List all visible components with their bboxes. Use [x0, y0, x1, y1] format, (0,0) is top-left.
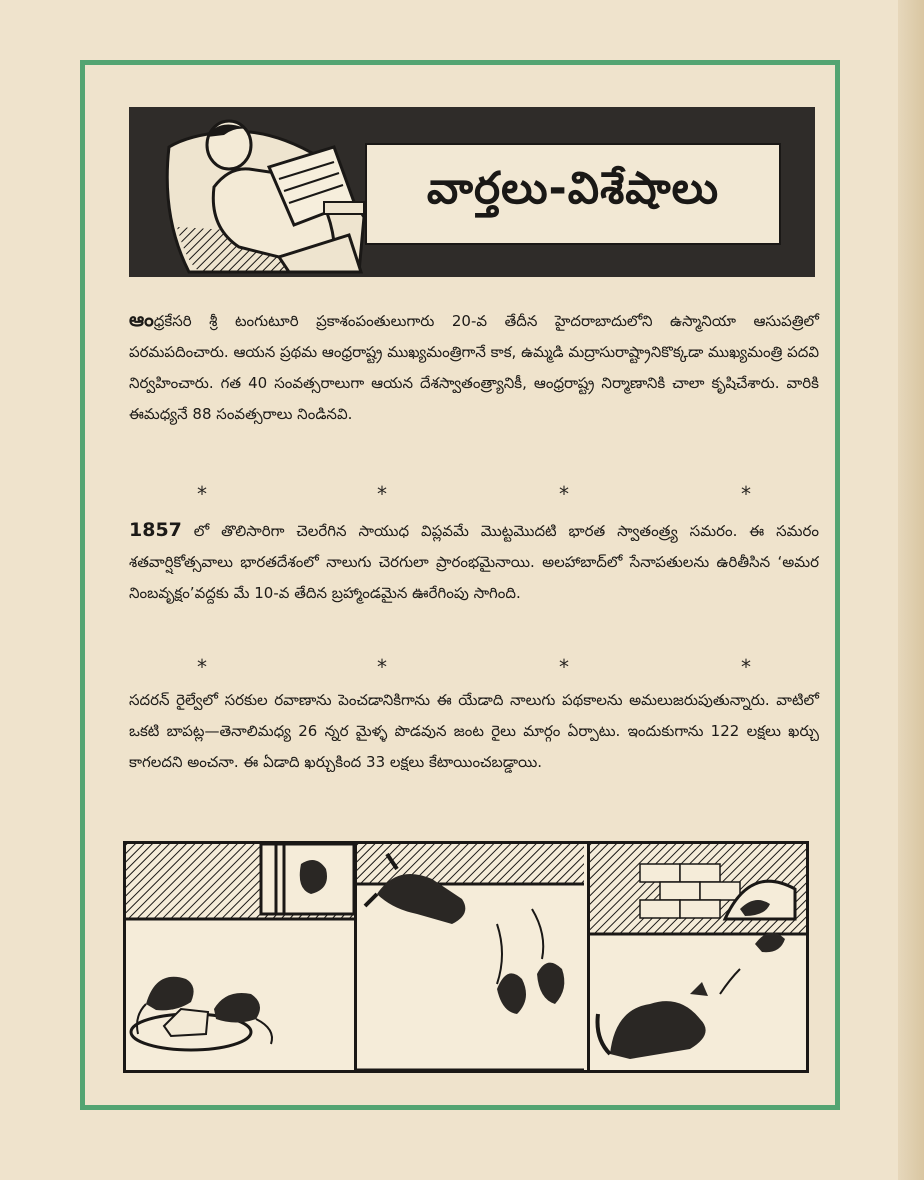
header-banner	[129, 107, 815, 277]
separator-star: *	[377, 482, 387, 506]
comic-panel-2	[354, 844, 587, 1070]
article-lead: 1857	[129, 519, 182, 541]
article-2	[129, 515, 819, 609]
separator-1	[129, 482, 819, 506]
comic-strip	[123, 841, 809, 1073]
article-text: సదరన్ రైల్వేలో సరకుల రవాణాను పెంచడానికిగాను ఈ యేడాది నాలుగు పథకాలను అమలుజరుపుతున్నారు. వాటిలో ఒకటి బాపట్ల—తెనాలిమధ్య 26 న్నర మైళ్ళ పొడవున జంట రైలు మార్గం ఏర్పాటు. ఇందుకుగాను 122 లక్షలు ఖర్చు కాగలదని అంచనా. ఈ ఏడాది ఖర్చుకింద 33 లక్షలు కేటాయించబడ్డాయి.	[129, 691, 819, 771]
separator-star: *	[741, 655, 751, 679]
separator-2	[129, 655, 819, 679]
mouse-hole-icon	[590, 844, 806, 1070]
mouse-icon	[126, 844, 354, 1070]
separator-star: *	[197, 655, 207, 679]
separator-star: *	[559, 655, 569, 679]
article-text: ధ్రకేసరి శ్రీ టంగుటూరి ప్రకాశంపంతులుగారు 20-వ తేదీన హైదరాబాదులోని ఉస్మానియా ఆసుపత్రిలో పరమపదించారు. ఆయన ప్రథమ ఆంధ్రరాష్ట్ర ముఖ్యమంత్రిగానే కాక, ఉమ్మడి మద్రాసురాష్ట్రానికొక్కడా ముఖ్యమంత్రి పదవి నిర్వహించారు. గత 40 సంవత్సరాలుగా ఆయన దేశస్వాతంత్ర్యానికీ, ఆంధ్రరాష్ట్ర నిర్మాణానికి చాలా కృషిచేశారు. వారికి ఈమధ్యనే 88 సంవత్సరాలు నిండినవి.	[129, 312, 820, 423]
article-1	[129, 305, 819, 430]
cat-icon	[357, 844, 584, 1070]
page-edge	[898, 0, 924, 1180]
page-title: వార్తలు-విశేషాలు	[426, 163, 720, 214]
separator-star: *	[559, 482, 569, 506]
page-frame	[80, 60, 840, 1110]
article-3	[129, 685, 819, 778]
comic-panel-3	[587, 844, 809, 1070]
separator-star: *	[741, 482, 751, 506]
separator-star: *	[377, 655, 387, 679]
title-box	[365, 143, 781, 245]
article-lead: ఆం	[129, 309, 154, 331]
separator-star: *	[197, 482, 207, 506]
article-text: లో తొలిసారిగా చెలరేగిన సాయుధ విప్లవమే మొట్టమొదటి భారత స్వాతంత్ర్య సమరం. ఈ సమరం శతవార్షికోత్సవాలు భారతదేశంలో నాలుగు చెరగులా ప్రారంభమైనాయి. అలహాబాద్‌లో సేనాపతులను ఉరితీసిన ‘అమర నింబవృక్షం’వద్దకు మే 10-వ తేదిన బ్రహ్మాండమైన ఊరేగింపు సాగింది.	[129, 522, 819, 602]
comic-panel-1	[126, 844, 354, 1070]
